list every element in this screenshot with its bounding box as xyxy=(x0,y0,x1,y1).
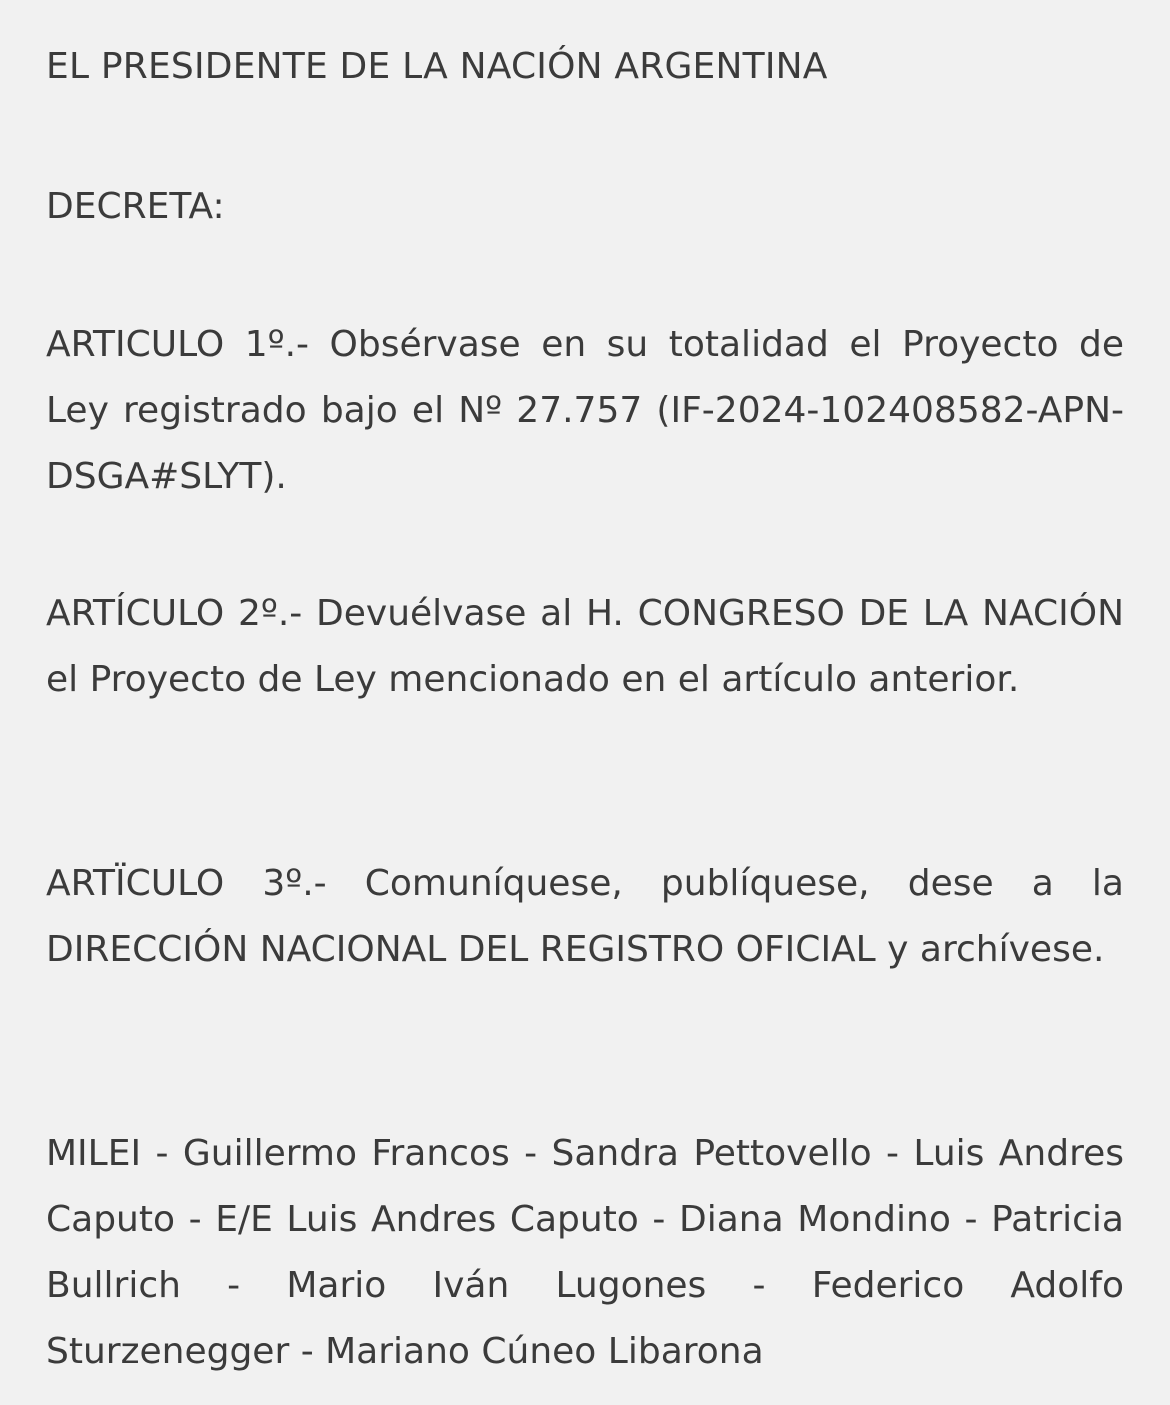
article-2: ARTÍCULO 2º.- Devuélvase al H. CONGRESO DE LA NACIÓN el Proyecto de Ley mencionado en el artículo anterior. xyxy=(46,593,1124,700)
signatures: MILEI - Guillermo Francos - Sandra Pettovello - Luis Andres Caputo - E/E Luis Andres Caputo - Diana Mondino - Patricia Bullrich - Mario Iván Lugones - Federico Adolfo Sturzenegger - Mariano Cúneo Libarona xyxy=(46,1133,1124,1372)
document-heading: EL PRESIDENTE DE LA NACIÓN ARGENTINA xyxy=(46,46,828,87)
article-1: ARTICULO 1º.- Obsérvase en su totalidad el Proyecto de Ley registrado bajo el Nº 27.757 (IF-2024-102408582-APN-DSGA#SLYT). xyxy=(46,324,1124,497)
article-3: ARTÏCULO 3º.- Comuníquese, publíquese, dese a la DIRECCIÓN NACIONAL DEL REGISTRO OFICIAL y archívese. xyxy=(46,863,1124,970)
decreta-label: DECRETA: xyxy=(46,186,225,227)
